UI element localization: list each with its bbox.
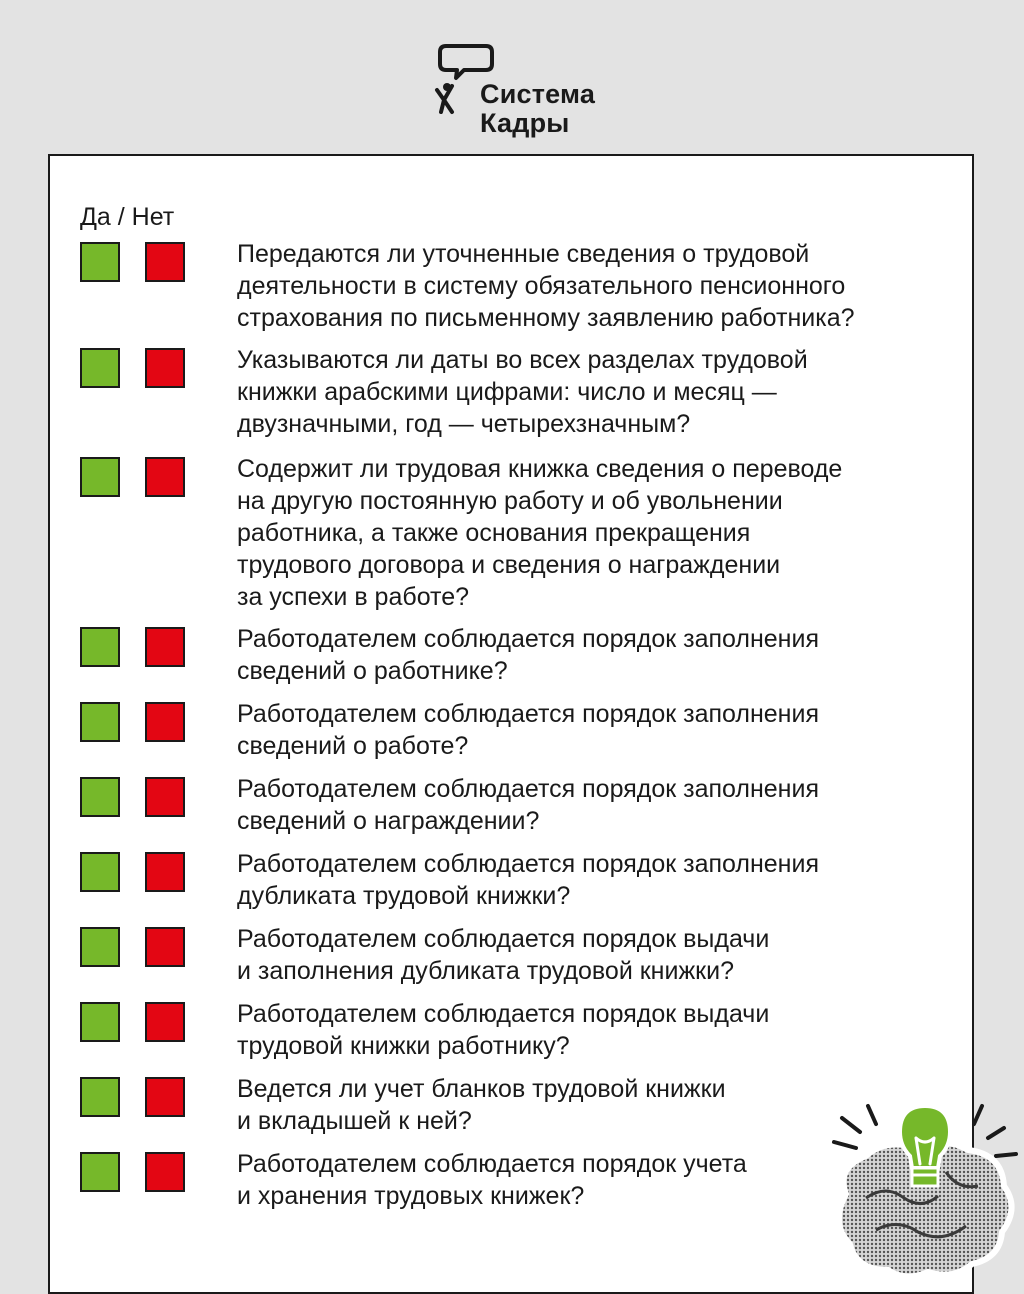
no-checkbox[interactable] bbox=[145, 627, 185, 667]
yes-checkbox[interactable] bbox=[80, 242, 120, 282]
yes-checkbox[interactable] bbox=[80, 777, 120, 817]
yes-checkbox[interactable] bbox=[80, 1077, 120, 1117]
yes-checkbox[interactable] bbox=[80, 457, 120, 497]
question-text: Ведется ли учет бланков трудовой книжки и вкладышей к ней? bbox=[237, 1075, 726, 1135]
question-text: Указываются ли даты во всех разделах трудовой книжки арабскими цифрами: число и месяц — двузначными, год — четырехзначным? bbox=[237, 346, 808, 438]
logo-wordmark bbox=[480, 80, 595, 138]
no-checkbox[interactable] bbox=[145, 348, 185, 388]
yes-checkbox[interactable] bbox=[80, 1152, 120, 1192]
no-checkbox[interactable] bbox=[145, 1077, 185, 1117]
no-checkbox[interactable] bbox=[145, 927, 185, 967]
question-text: Работодателем соблюдается порядок заполнения дубликата трудовой книжки? bbox=[237, 850, 819, 910]
brain-lightbulb-illustration bbox=[826, 1098, 1024, 1280]
question-text: Работодателем соблюдается порядок учета и хранения трудовых книжек? bbox=[237, 1150, 747, 1210]
yes-no-header: Да / Нет bbox=[80, 203, 175, 231]
yes-checkbox[interactable] bbox=[80, 702, 120, 742]
yes-checkbox[interactable] bbox=[80, 852, 120, 892]
no-checkbox[interactable] bbox=[145, 852, 185, 892]
question-text: Работодателем соблюдается порядок заполнения сведений о награждении? bbox=[237, 775, 819, 835]
no-checkbox[interactable] bbox=[145, 242, 185, 282]
yes-checkbox[interactable] bbox=[80, 1002, 120, 1042]
yes-checkbox[interactable] bbox=[80, 927, 120, 967]
yes-checkbox[interactable] bbox=[80, 627, 120, 667]
question-text: Содержит ли трудовая книжка сведения о переводе на другую постоянную работу и об увольнении работника, а также основания прекращения трудового договора и сведения о награждении за успехи в работе? bbox=[237, 455, 843, 611]
question-text: Работодателем соблюдается порядок выдачи трудовой книжки работнику? bbox=[237, 1000, 770, 1060]
brain-lightbulb-icon bbox=[826, 1098, 1024, 1280]
logo bbox=[432, 42, 632, 142]
no-checkbox[interactable] bbox=[145, 1002, 185, 1042]
yes-checkbox[interactable] bbox=[80, 348, 120, 388]
question-text: Работодателем соблюдается порядок заполнения сведений о работнике? bbox=[237, 625, 819, 685]
logo-line-1: Система bbox=[480, 79, 596, 109]
no-checkbox[interactable] bbox=[145, 457, 185, 497]
no-checkbox[interactable] bbox=[145, 1152, 185, 1192]
no-checkbox[interactable] bbox=[145, 702, 185, 742]
question-text: Работодателем соблюдается порядок выдачи и заполнения дубликата трудовой книжки? bbox=[237, 925, 770, 985]
logo-line-2: Кадры bbox=[480, 108, 570, 138]
no-checkbox[interactable] bbox=[145, 777, 185, 817]
question-text: Передаются ли уточненные сведения о трудовой деятельности в систему обязательного пенсионного страхования по письменному заявлению работника? bbox=[237, 240, 855, 332]
question-text: Работодателем соблюдается порядок заполнения сведений о работе? bbox=[237, 700, 819, 760]
